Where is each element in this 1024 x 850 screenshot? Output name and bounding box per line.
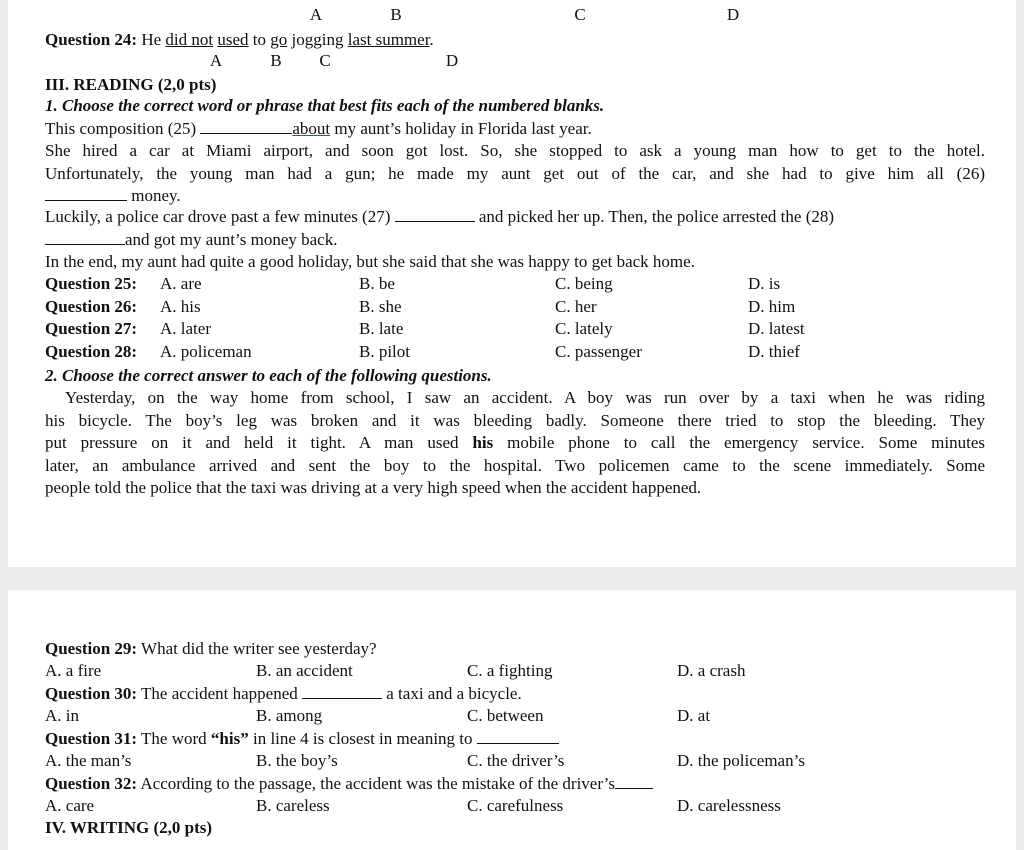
option-d[interactable]: D. carelessness (677, 796, 781, 815)
blank-26 (45, 186, 127, 201)
option-a[interactable]: A. policeman (160, 342, 252, 361)
option-b[interactable]: B. be (359, 274, 395, 293)
blank-27 (395, 207, 475, 222)
option-c[interactable]: C. carefulness (467, 796, 564, 815)
option-letter: C (574, 5, 586, 24)
option-letter: D (445, 51, 459, 70)
section-heading: III. READING (2,0 pts) (45, 75, 217, 94)
passage-line: Unfortunately, the young man had a gun; he made my aunt get out of the car, and she had to give him all (26) (45, 164, 985, 183)
question-24: Question 24: He did not used to go jogging last summer. (45, 30, 434, 49)
option-d[interactable]: D. him (748, 297, 796, 316)
question-label: Question 30: (45, 684, 138, 703)
blank-28 (45, 230, 125, 245)
option-letter: C (319, 51, 331, 70)
option-a[interactable]: A. a fire (45, 661, 102, 680)
option-letter: D (726, 5, 740, 24)
option-d[interactable]: D. thief (748, 342, 800, 361)
option-b[interactable]: B. an accident (256, 661, 353, 680)
passage-line: In the end, my aunt had quite a good holiday, but she said that she was happy to get back home. (45, 252, 695, 271)
option-letter: A (209, 51, 223, 70)
question-label: Question 31: (45, 729, 138, 748)
passage-line: his bicycle. The boy’s leg was broken and it was bleeding badly. Someone there tried to stop the bleeding. They (45, 411, 985, 430)
question-label: Question 32: (45, 774, 138, 793)
passage-line: Luckily, a police car drove past a few minutes (27) and picked her up. Then, the police arrested the (28) (45, 207, 835, 226)
option-b[interactable]: B. the boy’s (256, 751, 338, 770)
passage-line: This composition (25) about my aunt’s holiday in Florida last year. (45, 119, 592, 138)
option-a[interactable]: A. in (45, 706, 79, 725)
question-31: Question 31: The word “his” in line 4 is closest in meaning to (45, 729, 559, 749)
option-c[interactable]: C. her (555, 297, 597, 316)
option-a[interactable]: A. later (160, 319, 211, 338)
option-a[interactable]: A. his (160, 297, 201, 316)
option-c[interactable]: C. the driver’s (467, 751, 565, 770)
section-heading: IV. WRITING (2,0 pts) (45, 818, 213, 837)
passage-line: Yesterday, on the way home from school, I saw an accident. A boy was run over by a taxi when he was riding (65, 388, 985, 407)
option-d[interactable]: D. at (677, 706, 711, 725)
blank-32 (615, 774, 653, 789)
instruction: 1. Choose the correct word or phrase that best fits each of the numbered blanks. (45, 96, 605, 115)
option-c[interactable]: C. lately (555, 319, 613, 338)
option-c[interactable]: C. passenger (555, 342, 642, 361)
question-label: Question 27: (45, 319, 138, 338)
blank-31 (477, 729, 559, 744)
option-a[interactable]: A. the man’s (45, 751, 132, 770)
question-label: Question 25: (45, 274, 138, 293)
passage-line: people told the police that the taxi was driving at a very high speed when the accident happened. (45, 478, 702, 497)
option-letter: B (270, 51, 282, 70)
question-label: Question 24: (45, 30, 138, 49)
question-label: Question 29: (45, 639, 138, 658)
option-c[interactable]: C. a fighting (467, 661, 553, 680)
option-c[interactable]: C. being (555, 274, 613, 293)
question-label: Question 26: (45, 297, 138, 316)
option-letter: B (390, 5, 402, 24)
option-letter: A (309, 5, 323, 24)
option-b[interactable]: B. late (359, 319, 404, 338)
option-c[interactable]: C. between (467, 706, 544, 725)
passage-line: and got my aunt’s money back. (45, 230, 337, 250)
page-1 (8, 0, 1016, 567)
blank-30 (302, 684, 382, 699)
option-b[interactable]: B. pilot (359, 342, 411, 361)
option-d[interactable]: D. a crash (677, 661, 746, 680)
option-d[interactable]: D. is (748, 274, 781, 293)
question-32: Question 32: According to the passage, the accident was the mistake of the driver’s (45, 774, 653, 794)
question-label: Question 28: (45, 342, 138, 361)
passage-line: She hired a car at Miami airport, and soon got lost. So, she stopped to ask a young man how to get to the hotel. (45, 141, 985, 160)
option-d[interactable]: D. the policeman’s (677, 751, 805, 770)
option-b[interactable]: B. among (256, 706, 323, 725)
instruction: 2. Choose the correct answer to each of the following questions. (45, 366, 492, 385)
option-a[interactable]: A. care (45, 796, 95, 815)
option-b[interactable]: B. she (359, 297, 402, 316)
option-b[interactable]: B. careless (256, 796, 330, 815)
passage-line: put pressure on it and held it tight. A man used his mobile phone to call the emergency service. Some minutes (45, 433, 985, 452)
option-a[interactable]: A. are (160, 274, 202, 293)
question-30: Question 30: The accident happened a taxi and a bicycle. (45, 684, 522, 703)
option-d[interactable]: D. latest (748, 319, 805, 338)
page-2 (8, 590, 1016, 850)
question-29: Question 29: What did the writer see yesterday? (45, 639, 377, 658)
passage-line: later, an ambulance arrived and sent the boy to the hospital. Two policemen came to the scene immediately. Some (45, 456, 985, 475)
blank-25 (200, 119, 292, 134)
passage-line: money. (45, 186, 181, 206)
